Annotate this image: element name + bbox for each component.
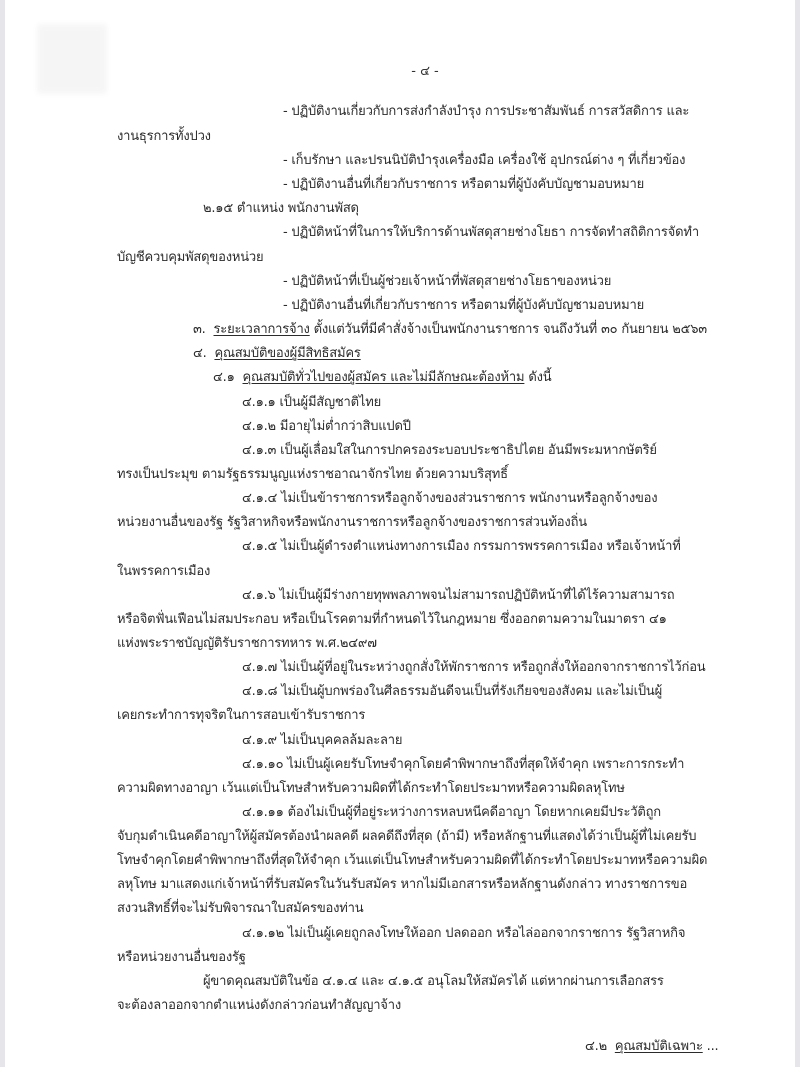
continuation-line: เคยกระทำการทุจริตในการสอบเข้ารับราชการ: [117, 708, 366, 723]
next-page-marker: [585, 1038, 718, 1056]
continuation-line: จับกุมดำเนินคดีอาญาให้ผู้สมัครต้องนำผลคดี ผลคดีถึงที่สุด (ถ้ามี) หรือหลักฐานที่แสดงได้ว่าเป็นผู้ที่ไม่เคยรับ: [117, 829, 697, 844]
bullet-line: - ปฏิบัติงานเกี่ยวกับการส่งกำลังบำรุง การประชาสัมพันธ์ การสวัสดิการ และ: [283, 104, 690, 119]
qualification-item: ๔.๑.๙ ไม่เป็นบุคคลล้มละลาย: [242, 733, 403, 748]
continuation-line: งานธุรการทั้งปวง: [117, 129, 211, 144]
bullet-line: - ปฏิบัติหน้าที่ในการให้บริการด้านพัสดุสายช่างโยธา การจัดทำสถิติการจัดทำ: [283, 225, 699, 240]
qualification-item: ๔.๑.๔ ไม่เป็นข้าราชการหรือลูกจ้างของส่วนราชการ พนักงานหรือลูกจ้างของ: [242, 491, 658, 506]
qualification-item: ๔.๑.๑๐ ไม่เป็นผู้เคยรับโทษจำคุกโดยคำพิพากษาถึงที่สุดให้จำคุก เพราะการกระทำ: [242, 757, 685, 772]
qualification-item: ๔.๑.๑๒ ไม่เป็นผู้เคยถูกลงโทษให้ออก ปลดออก หรือไล่ออกจากราชการ รัฐวิสาหกิจ: [242, 926, 686, 941]
continuation-line: ลหุโทษ มาแสดงแก่เจ้าหน้าที่รับสมัครในวันรับสมัคร หากไม่มีเอกสารหรือหลักฐานดังกล่าว ทางราชการขอ: [117, 877, 688, 892]
continuation-line: บัญชีควบคุมพัสดุของหน่วย: [117, 250, 264, 265]
qualification-item: ๔.๑.๖ ไม่เป็นผู้มีร่างกายทุพพลภาพจนไม่สามารถปฏิบัติหน้าที่ได้ไร้ความสามารถ: [242, 588, 675, 603]
faint-stamp-mark: [37, 24, 107, 94]
document-page: [5, 0, 795, 1067]
qualification-item: ๔.๑.๗ ไม่เป็นผู้ที่อยู่ในระหว่างถูกสั่งให้พักราชการ หรือถูกสั่งให้ออกจากราชการไว้ก่อน: [242, 660, 706, 675]
continuation-line: ทรงเป็นประมุข ตามรัฐธรรมนูญแห่งราชอาณาจักรไทย ด้วยความบริสุทธิ์: [117, 467, 508, 482]
section-text: ตั้งแต่วันที่มีคำสั่งจ้างเป็นพนักงานราชการ จนถึงวันที่ ๓๐ กันยายน ๒๕๖๓: [309, 322, 707, 337]
qualification-item: ๔.๑.๑ เป็นผู้มีสัญชาติไทย: [242, 395, 382, 410]
section-number: ๓.: [193, 322, 206, 337]
qualification-item: ๔.๑.๕ ไม่เป็นผู้ดำรงตำแหน่งทางการเมือง กรรมการพรรคการเมือง หรือเจ้าหน้าที่: [242, 539, 681, 554]
section-heading: คุณสมบัติทั่วไปของผู้สมัคร และไม่มีลักษณะต้องห้าม: [242, 370, 525, 385]
section-heading: ระยะเวลาการจ้าง: [213, 322, 310, 337]
section-4-1: [213, 369, 551, 387]
bullet-line: - เก็บรักษา และปรนนิบัติบำรุงเครื่องมือ เครื่องใช้ อุปกรณ์ต่าง ๆ ที่เกี่ยวข้อง: [283, 153, 686, 168]
section-3: [193, 321, 707, 339]
continuation-line: ในพรรคการเมือง: [117, 564, 211, 579]
bullet-line: - ปฏิบัติหน้าที่เป็นผู้ช่วยเจ้าหน้าที่พัสดุสายช่างโยธาของหน่วย: [283, 274, 612, 289]
continuation-line: หน่วยงานอื่นของรัฐ รัฐวิสาหกิจหรือพนักงานราชการหรือลูกจ้างของราชการส่วนท้องถิ่น: [117, 515, 587, 530]
section-number: ๔.๑: [213, 370, 235, 385]
section-number: ๔.: [193, 346, 207, 361]
section-heading: คุณสมบัติของผู้มีสิทธิสมัคร: [214, 346, 361, 361]
continuation-line: หรือหน่วยงานอื่นของรัฐ: [117, 950, 246, 965]
subsection-heading: ๒.๑๕ ตำแหน่ง พนักงานพัสดุ: [203, 201, 359, 216]
qualification-item: ๔.๑.๑๑ ต้องไม่เป็นผู้ที่อยู่ระหว่างการหลบหนีคดีอาญา โดยหากเคยมีประวัติถูก: [242, 805, 661, 820]
continuation-line: ความผิดทางอาญา เว้นแต่เป็นโทษสำหรับความผิดที่ได้กระทำโดยประมาทหรือความผิดลหุโทษ: [117, 781, 625, 796]
qualification-item: ๔.๑.๒ มีอายุไม่ต่ำกว่าสิบแปดปี: [242, 419, 411, 434]
ellipsis: ...: [702, 1039, 719, 1054]
section-heading: คุณสมบัติเฉพาะ: [614, 1039, 703, 1054]
qualification-item: ๔.๑.๘ ไม่เป็นผู้บกพร่องในศีลธรรมอันดีจนเป็นที่รังเกียจของสังคม และไม่เป็นผู้: [242, 684, 663, 699]
bullet-line: - ปฏิบัติงานอื่นที่เกี่ยวกับราชการ หรือตามที่ผู้บังคับบัญชามอบหมาย: [283, 177, 644, 192]
page-number: - ๔ -: [411, 64, 439, 79]
continuation-line: จะต้องลาออกจากตำแหน่งดังกล่าวก่อนทำสัญญาจ้าง: [117, 998, 401, 1013]
note-line: ผู้ขาดคุณสมบัติในข้อ ๔.๑.๔ และ ๔.๑.๕ อนุโลมให้สมัครได้ แต่หากผ่านการเลือกสรร: [203, 974, 664, 989]
section-number: ๔.๒: [585, 1039, 607, 1054]
section-4: [193, 345, 361, 363]
bullet-line: - ปฏิบัติงานอื่นที่เกี่ยวกับราชการ หรือตามที่ผู้บังคับบัญชามอบหมาย: [283, 298, 644, 313]
continuation-line: โทษจำคุกโดยคำพิพากษาถึงที่สุดให้จำคุก เว้นแต่เป็นโทษสำหรับความผิดที่ได้กระทำโดยประมาทหรือความผิด: [117, 853, 708, 868]
continuation-line: สงวนสิทธิ์ที่จะไม่รับพิจารณาใบสมัครของท่าน: [117, 901, 364, 916]
page-right-edge: [795, 0, 800, 1067]
qualification-item: ๔.๑.๓ เป็นผู้เลื่อมใสในการปกครองระบอบประชาธิปไตย อันมีพระมหากษัตริย์: [242, 443, 657, 458]
continuation-line: แห่งพระราชบัญญัติรับราชการทหาร พ.ศ.๒๔๙๗: [117, 636, 377, 651]
section-suffix: ดังนี้: [524, 370, 552, 385]
continuation-line: หรือจิตฟั่นเฟือนไม่สมประกอบ หรือเป็นโรคตามที่กำหนดไว้ในกฎหมาย ซึ่งออกตามความในมาตรา ๔๑: [117, 612, 667, 627]
